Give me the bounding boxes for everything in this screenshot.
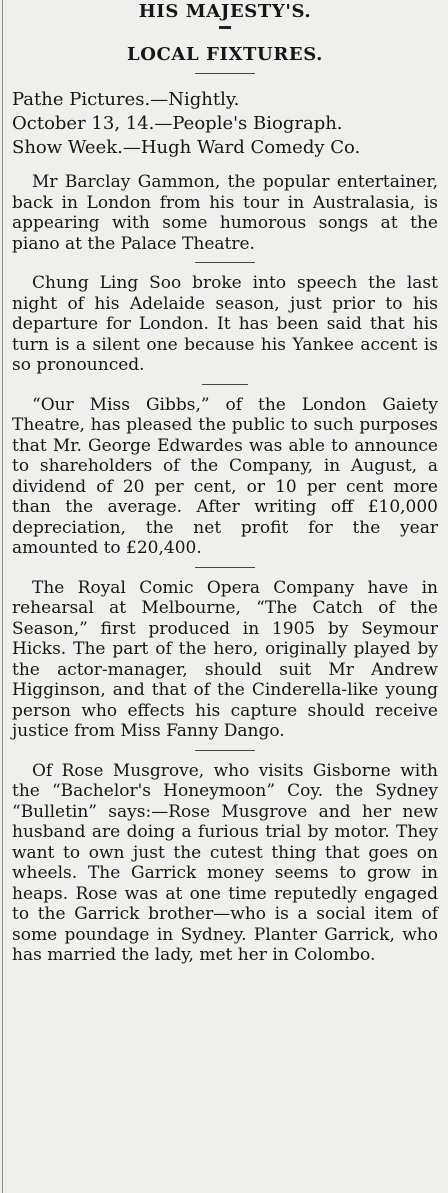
news-paragraph: The Royal Comic Opera Company have in rehearsal at Melbourne, “The Catch of the Season,” first produced in 1905 by Seymour Hicks. The part of the hero, originally played by the actor-manager, should suit Mr Andrew Higginson, and that of the Cinderella-like young person who effects his capture should receive justice from Miss Fanny Dango.: [12, 577, 438, 741]
news-paragraph: Of Rose Musgrove, who visits Gisborne with the “Bachelor's Honeymoon” Coy. the Sydney “Bulletin” says:—Rose Musgrove and her new husband are doing a furious trial by motor. They want to own just the cutest thing that goes on wheels. The Garrick money seems to grow in heaps. Rose was at one time reputedly engaged to the Garrick brother—who is a social item of some poundage in Sydney. Planter Garrick, who has married the lady, met her in Colombo.: [12, 760, 438, 965]
masthead-title: HIS MAJESTY'S.: [138, 1, 312, 22]
section-heading: LOCAL FIXTURES.: [126, 44, 324, 65]
fixtures-list: [12, 88, 438, 160]
news-paragraph: “Our Miss Gibbs,” of the London Gaiety Theatre, has pleased the public to such purposes that Mr. George Edwardes was able to announce to shareholders of the Company, in August, a dividend of 20 per cent, or 10 per cent more than the average. After writing off £10,000 depreciation, the net profit for the year amounted to £20,400.: [12, 394, 438, 558]
fixture-item: Pathe Pictures.—Nightly.: [12, 89, 240, 110]
heading-underline: [195, 73, 255, 74]
fixture-item: October 13, 14.—People's Biograph.: [12, 113, 343, 134]
fixture-item: Show Week.—Hugh Ward Comedy Co.: [12, 137, 361, 158]
news-paragraph: Mr Barclay Gammon, the popular entertainer, back in London from his tour in Australasia, is appearing with some humorous songs at the piano at the Palace Theatre.: [12, 172, 438, 254]
separator-ornament: [219, 26, 231, 29]
news-paragraph: Chung Ling Soo broke into speech the last night of his Adelaide season, just prior to his departure for London. It has been said that his turn is a silent one because his Yankee accent is so pronounced.: [12, 273, 438, 375]
column-rule: [2, 0, 3, 1193]
